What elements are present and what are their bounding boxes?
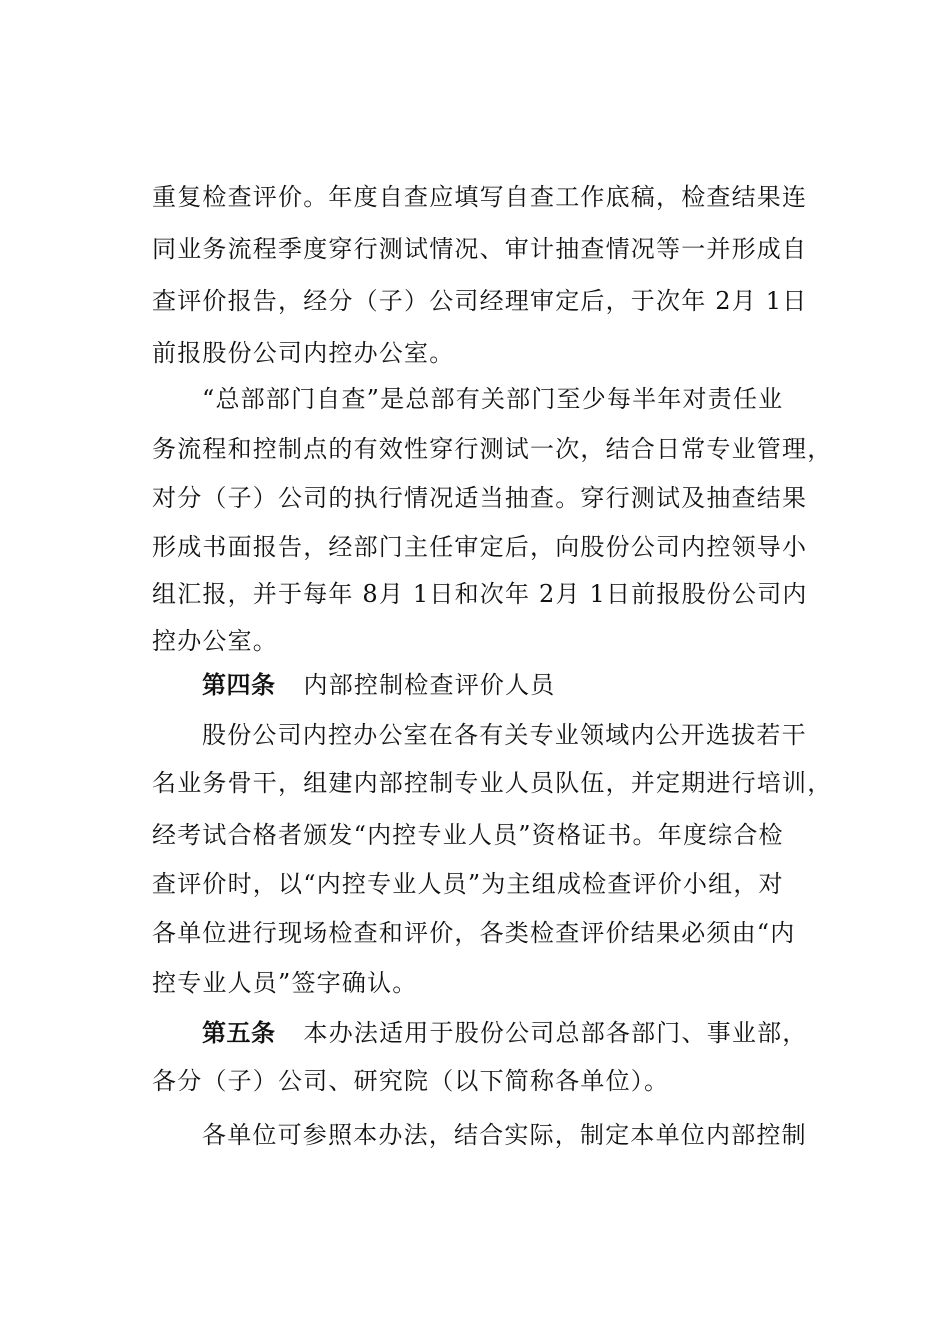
paragraph-line: 务流程和控制点的有效性穿行测试一次，结合日常专业管理，: [152, 435, 833, 463]
paragraph-line: 重复检查评价。年度自查应填写自查工作底稿，检查结果连: [152, 183, 808, 211]
article-5-heading: [202, 1018, 832, 1048]
paragraph-line: 形成书面报告，经部门主任审定后，向股份公司内控领导小: [152, 533, 808, 561]
paragraph-line: “总部部门自查”是总部有关部门至少每半年对责任业: [202, 385, 784, 413]
paragraph-line: 查评价报告，经分（子）公司经理审定后，于次年 2月 1日: [152, 287, 808, 315]
paragraph-line: 查评价时，以“内控专业人员”为主组成检查评价小组，对: [152, 870, 784, 898]
paragraph-line: 对分（子）公司的执行情况适当抽查。穿行测试及抽查结果: [152, 484, 808, 512]
paragraph-line: 同业务流程季度穿行测试情况、审计抽查情况等一并形成自: [152, 235, 808, 263]
paragraph-line: 各单位可参照本办法，结合实际，制定本单位内部控制: [202, 1121, 807, 1149]
paragraph-line: 控专业人员”签字确认。: [152, 969, 418, 997]
paragraph-line: 各单位进行现场检查和评价，各类检查评价结果必须由“内: [152, 919, 796, 947]
article-4-label: 第四条: [202, 671, 276, 699]
paragraph-line: 经考试合格者颁发“内控专业人员”资格证书。年度综合检: [152, 821, 784, 849]
paragraph-line: 组汇报，并于每年 8月 1日和次年 2月 1日前报股份公司内: [152, 580, 808, 608]
paragraph-line: 控办公室。: [152, 627, 278, 655]
article-5-continuation: 各分（子）公司、研究院（以下简称各单位）。: [152, 1067, 670, 1095]
article-5-label: 第五条: [202, 1019, 276, 1047]
paragraph-line: 名业务骨干，组建内部控制专业人员队伍，并定期进行培训，: [152, 769, 833, 797]
article-5-text: 本办法适用于股份公司总部各部门、事业部，: [303, 1019, 808, 1047]
paragraph-line: 股份公司内控办公室在各有关专业领域内公开选拔若干: [202, 721, 807, 749]
paragraph-line: 前报股份公司内控办公室。: [152, 339, 455, 367]
article-4-heading: [202, 670, 832, 700]
article-4-title: 内部控制检查评价人员: [303, 671, 556, 699]
